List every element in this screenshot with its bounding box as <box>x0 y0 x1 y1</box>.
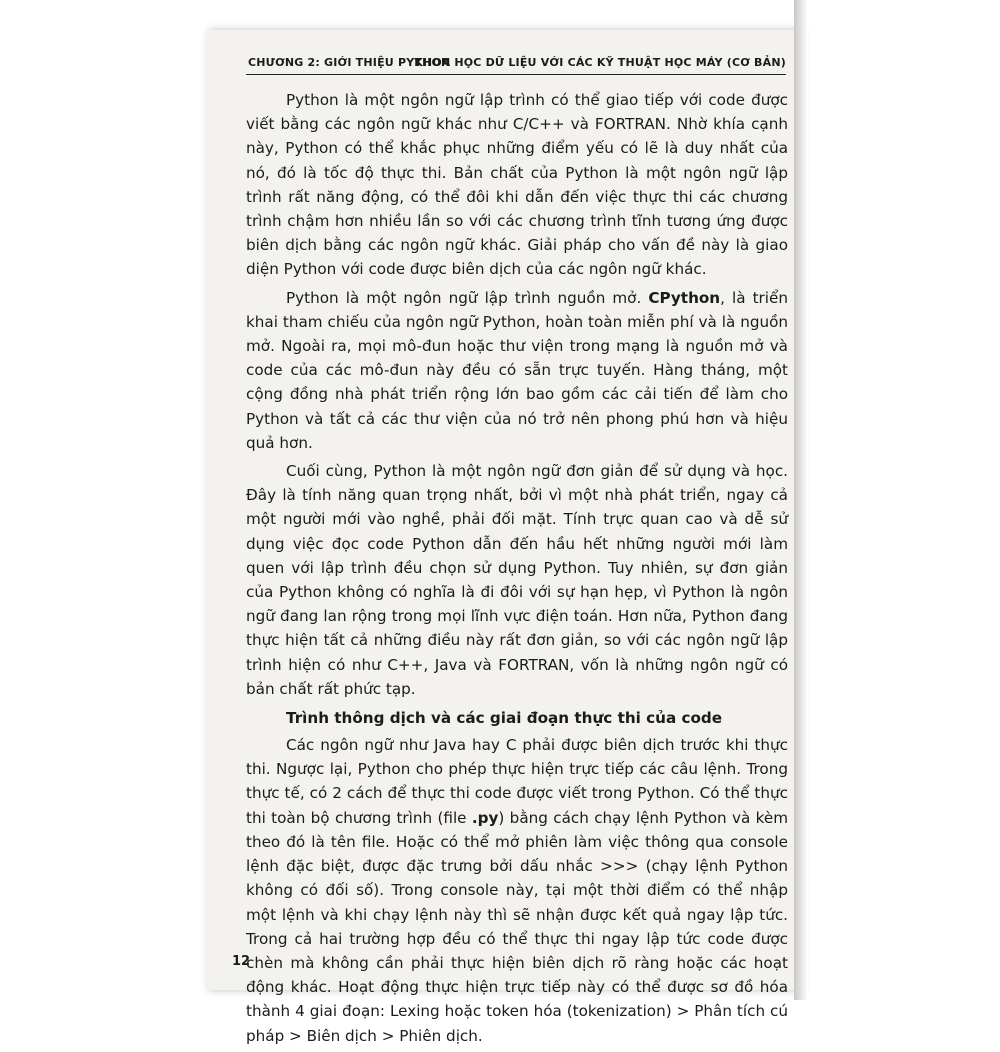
paragraph <box>246 733 788 1048</box>
text-run: , là triển khai tham chiếu của ngôn ngữ Python, hoàn toàn miễn phí và là nguồn mở. Ngoài ra, mọi mô-đun hoặc thư viện trong mạng là nguồn mở và code của các mô-đun này đều có sẵn trực tuyến. Hàng tháng, một cộng đồng nhà phát triển rộng lớn bao gồm các cải tiến để làm cho Python và tất cả các thư viện của nó trở nên phong phú hơn và hiệu quả hơn. <box>246 288 788 452</box>
section-heading: Trình thông dịch và các giai đoạn thực thi của code <box>286 709 723 728</box>
text-run: Python là một ngôn ngữ lập trình nguồn mở. <box>286 288 649 307</box>
running-header <box>246 54 786 75</box>
page-number: 12 <box>232 954 251 969</box>
book-title: KHOA HỌC DỮ LIỆU VỚI CÁC KỸ THUẬT HỌC MÁY (CƠ BẢN) <box>414 56 786 69</box>
text-run: Các ngôn ngữ như Java hay C phải được biên dịch trước khi thực thi. Ngược lại, Python cho phép thực hiện trực tiếp các câu lệnh. Trong thực tế, có 2 cách để thực thi code được viết trong Python. Có thể thực thi toàn bộ chương trình (file <box>246 736 788 827</box>
text-run: ) bằng cách chạy lệnh Python và kèm theo đó là tên file. Hoặc có thể mở phiên làm việc thông qua console lệnh đặc biệt, được đặc trưng bởi dấu nhắc >>> (chạy lệnh Python không có đối số). Trong console này, tại một thời điểm có thể nhập một lệnh và khi chạy lệnh này thì sẽ nhận được kết quả ngay lập tức. Trong cả hai trường hợp đều có thể thực thi ngay lập tức code được chèn mà không cần phải thực hiện biên dịch rõ ràng hoặc các hoạt động khác. Hoạt động thực hiện trực tiếp này có thể được sơ đồ hóa thành 4 giai đoạn: Lexing hoặc token hóa (tokenization) > Phân tích cú pháp > Biên dịch > Phiên dịch. <box>246 808 788 1045</box>
paragraph <box>246 286 788 455</box>
body-text <box>246 88 788 1052</box>
paragraph: Cuối cùng, Python là một ngôn ngữ đơn giản để sử dụng và học. Đây là tính năng quan trọng nhất, bởi vì một nhà phát triển, ngay cả một người mới vào nghề, phải đối mặt. Tính trực quan cao và dễ sử dụng việc đọc code Python dẫn đến hầu hết những người mới làm quen với lập trình đều chọn sử dụng Python. Tuy nhiên, sự đơn giản của Python không có nghĩa là đi đôi với sự hạn hẹp, vì Python là ngôn ngữ đang lan rộng trong mọi lĩnh vực điện toán. Hơn nữa, Python đang thực hiện tất cả những điều này rất đơn giản, so với các ngôn ngữ lập trình hiện có như C++, Java và FORTRAN, vốn là những ngôn ngữ có bản chất rất phức tạp. <box>246 462 788 698</box>
page-edge-shadow <box>794 0 808 1000</box>
bold-term: CPython <box>648 288 721 307</box>
bold-term: .py <box>471 808 499 827</box>
paragraph: Python là một ngôn ngữ lập trình có thể giao tiếp với code được viết bằng các ngôn ngữ khác như C/C++ và FORTRAN. Nhờ khía cạnh này, Python có thể khắc phục những điểm yếu có lẽ là duy nhất của nó, đó là tốc độ thực thi. Bản chất của Python là một ngôn ngữ lập trình rất năng động, có thể đôi khi dẫn đến việc thực thi các chương trình chậm hơn nhiều lần so với các chương trình tĩnh tương ứng được biên dịch bằng các ngôn ngữ khác. Giải pháp cho vấn đề này là giao diện Python với code được biên dịch của các ngôn ngữ khác. <box>246 91 788 279</box>
chapter-title: CHƯƠNG 2: GIỚI THIỆU PYTHON <box>248 56 451 69</box>
